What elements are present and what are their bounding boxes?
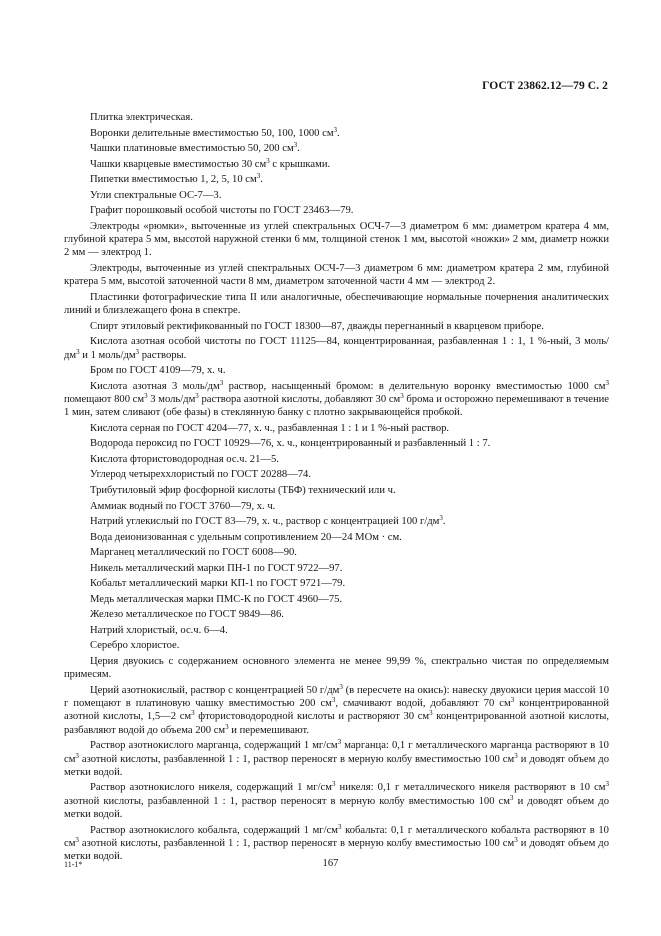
paragraph: Кобальт металлический марки КП-1 по ГОСТ 9721—79.	[90, 578, 346, 590]
paragraph: Никель металлический марки ПН-1 по ГОСТ 9722—97.	[90, 562, 343, 574]
paragraph: Кислота фтористоводородная ос.ч. 21—5.	[90, 453, 279, 465]
page-header: ГОСТ 23862.12—79 С. 2	[482, 80, 608, 92]
paragraph: Электроды, выточенные из углей спектральных ОСЧ-7—3 диаметром 6 мм: диаметром кратера 2 мм, глубиной кратера 5 мм, высотой заточенной части 8 мм, диаметром заточенной части 4 мм — электрод 2.	[64, 262, 609, 288]
paragraph: Водорода пероксид по ГОСТ 10929—76, х. ч., концентрированный и разбавленный 1 : 7.	[90, 438, 491, 450]
document-body	[64, 111, 609, 866]
paragraph: Углерод четыреххлористый по ГОСТ 20288—74.	[90, 469, 311, 481]
paragraph: Бром по ГОСТ 4109—79, х. ч.	[90, 365, 226, 377]
paragraph: Спирт этиловый ректификованный по ГОСТ 18300—87, дважды перегнанный в кварцевом приборе.	[90, 320, 544, 332]
paragraph: Раствор азотнокислого никеля, содержащий 1 $мг/см^3$ никеля: 0,1 г металлического никеля растворяют в 10 $см^3$ азотной кислоты, разбавленной 1 : 1, раствор переносят в мерную колбу вместимостью 100 $см^3$ и доводят объем до метки водой.	[64, 780, 609, 821]
paragraph: Марганец металлический по ГОСТ 6008—90.	[90, 547, 297, 559]
paragraph: Угли спектральные ОС-7—3.	[90, 189, 222, 201]
paragraph: Серебро хлористое.	[90, 640, 180, 652]
paragraph: Аммиак водный по ГОСТ 3760—79, х. ч.	[90, 500, 276, 512]
paragraph: Кислота азотная 3 моль/$дм^3$ раствор, насыщенный бромом: в делительную воронку вместимостью 1000 $см^3$ помещают 800 $см^3$ 3 моль/$дм^3$ раствора азотной кислоты, добавляют 30 $см^3$ брома и осторожно перемешивают в течение 1 мин, затем сливают (обе фазы) в стеклянную банку с плотно закрывающейся пробкой.	[64, 378, 609, 419]
paragraph: Раствор азотнокислого кобальта, содержащий 1 $мг/см^3$ кобальта: 0,1 г металлического кобальта растворяют в 10 $см^3$ азотной кислоты, разбавленной 1 : 1, раствор переносят в мерную колбу вместимостью 100 $см^3$ и доводят объем до метки водой.	[64, 822, 609, 863]
paragraph: Церия двуокись с содержанием основного элемента не менее 99,99 %, спектрально чистая по определяемым примесям.	[64, 655, 609, 681]
paragraph: Воронки делительные вместимостью 50, 100, 1000 $см^3$.	[90, 125, 340, 139]
paragraph: Железо металлическое по ГОСТ 9849—86.	[90, 609, 284, 621]
paragraph: Пипетки вместимостью 1, 2, 5, 10 $см^3$.	[90, 172, 263, 186]
page-number: 167	[322, 858, 339, 869]
paragraph: Графит порошковый особой чистоты по ГОСТ 23463—79.	[90, 205, 354, 217]
footer-code: 11-1*	[64, 860, 83, 869]
paragraph: Вода деионизованная с удельным сопротивлением 20—24 МОм · см.	[90, 531, 402, 543]
paragraph: Пластинки фотографические типа II или аналогичные, обеспечивающие нормальные почернения аналитических линий и близлежащего фона в спектре.	[64, 291, 609, 317]
paragraph: Натрий углекислый по ГОСТ 83—79, х. ч., раствор с концентрацией 100 $г/дм^3$.	[90, 514, 446, 528]
paragraph: Церий азотнокислый, раствор с концентрацией 50 $г/дм^3$ (в пересчете на окись): навеску двуокиси церия массой 10 г помещают в платиновую чашку вместимостью 200 $см^3$, смачивают водой, добавляют 70 $см^3$ концентрированной азотной кислоты, 1,5—2 $см^3$ фтористоводородной кислоты и растворяют 30 $см^3$ концентрированной азотной кислоты, разбавляют водой до объема 200 $см^3$ и перемешивают.	[64, 682, 610, 736]
paragraph: Натрий хлористый, ос.ч. 6—4.	[90, 624, 228, 636]
paragraph: Электроды «рюмки», выточенные из углей спектральных ОСЧ-7—3 диаметром 6 мм: диаметром кратера 4 мм, глубиной кратера 5 мм, высотой наружной стенки 6 мм, толщиной стенок 1 мм, высотой «ножки» 2 мм, диаметр ножки 2 мм — электрод 1.	[64, 220, 609, 259]
paragraph: Медь металлическая марки ПМС-К по ГОСТ 4960—75.	[90, 593, 343, 605]
paragraph: Кислота серная по ГОСТ 4204—77, х. ч., разбавленная 1 : 1 и 1 %-ный раствор.	[90, 422, 450, 434]
paragraph: Раствор азотнокислого марганца, содержащий 1 $мг/см^3$ марганца: 0,1 г металлического марганца растворяют в 10 $см^3$ азотной кислоты, разбавленной 1 : 1, раствор переносят в мерную колбу вместимостью 100 $см^3$ и доводят объем до метки водой.	[64, 738, 609, 778]
paragraph: Плитка электрическая.	[90, 112, 193, 123]
paragraph: Чашки платиновые вместимостью 50, 200 $см^3$.	[90, 141, 300, 155]
paragraph: Трибутиловый эфир фосфорной кислоты (ТБФ) технический или ч.	[90, 484, 396, 496]
paragraph: Кислота азотная особой чистоты по ГОСТ 11125—84, концентрированная, разбавленная 1 : 1, 1 %-ный, 3 моль/$дм^3$ и 1 моль/$дм^3$ растворы.	[64, 336, 609, 361]
paragraph: Чашки кварцевые вместимостью 30 $см^3$ с крышками.	[90, 156, 331, 170]
